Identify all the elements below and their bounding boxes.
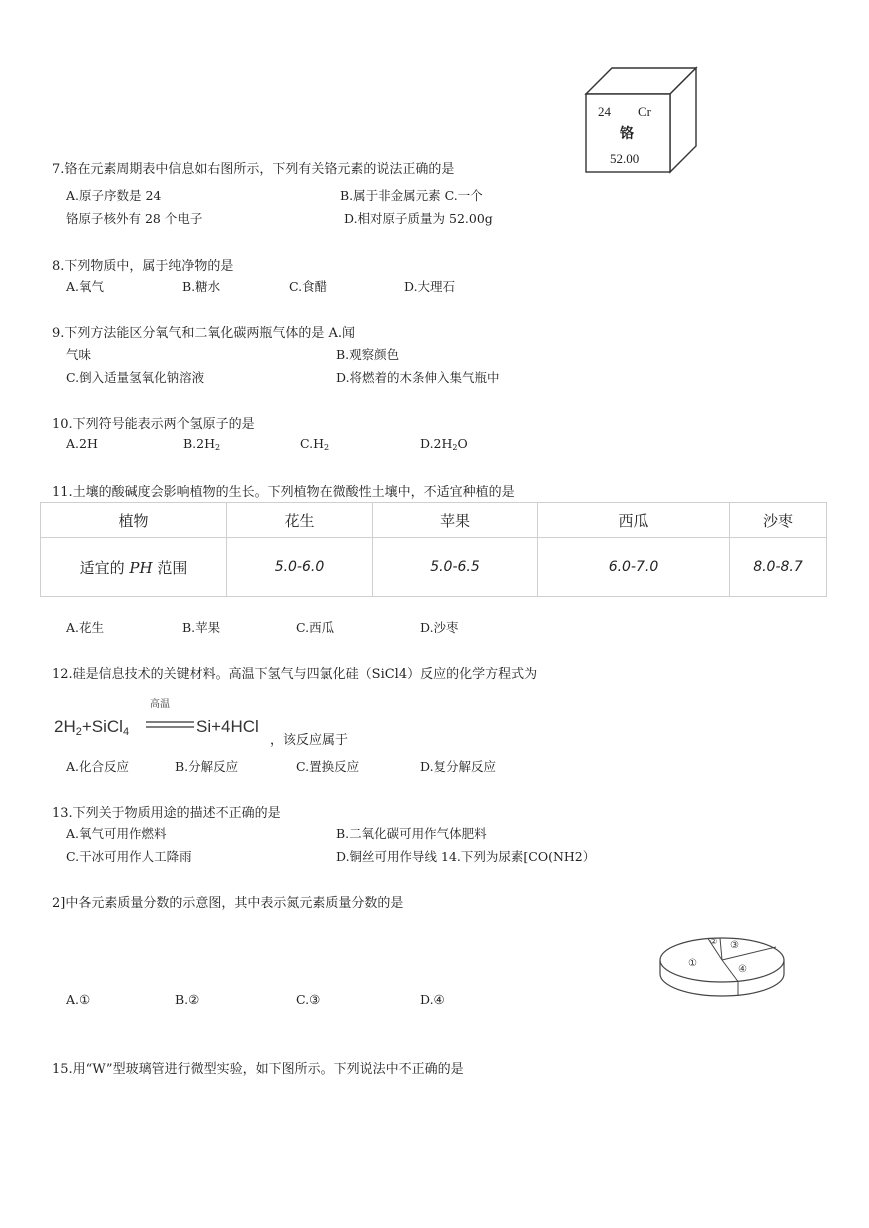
q14-option-c: C.③ [296,992,321,1007]
element-number: 24 [598,104,611,119]
q14-option-b: B.② [175,992,200,1007]
table-cell: 6.0-7.0 [538,538,730,597]
element-card-chromium [584,66,699,174]
eq-right: Si+4HCl [196,717,259,736]
table-row [41,538,827,597]
element-name: 铬 [620,126,634,142]
q12-option-b: B.分解反应 [175,759,239,774]
pie-label-4: ④ [738,964,747,975]
element-mass: 52.00 [610,151,640,166]
table-header-row [41,503,827,538]
q8-stem: 8.下列物质中，属于纯净物的是 [52,259,234,274]
q11-stem: 11.土壤的酸碱度会影响植物的生长。下列植物在微酸性土壤中，不适宜种植的是 [52,485,515,500]
q13-option-c: C.干冰可用作人工降雨 [66,849,192,864]
q8-option-b: B.糖水 [182,279,221,294]
q7-option-a: A.原子序数是 24 [66,188,162,203]
pie-label-1: ① [688,958,697,969]
q12-option-d: D.复分解反应 [420,759,497,774]
q7-option-d: D.相对原子质量为 52.00g [344,211,493,226]
q11-option-a: A.花生 [66,620,105,635]
q11-option-d: D.沙枣 [420,620,459,635]
pie-label-2: ② [710,937,718,946]
q7-option-c-cont: 铬原子核外有 28 个电子 [66,211,203,226]
q9-option-c: C.倒入适量氢氧化钠溶液 [66,370,205,385]
table-header-cell: 植物 [41,503,227,538]
q15-stem: 15.用“W”型玻璃管进行微型实验，如下图所示。下列说法中不正确的是 [52,1062,464,1077]
reaction-equation [52,694,272,744]
eq-sub-4: 4 [122,726,130,738]
table-header-cell: 花生 [227,503,373,538]
table-header-cell: 沙枣 [730,503,827,538]
ph-range-table [40,502,827,597]
pie-label-3: ③ [730,940,739,951]
q7-option-b-c: B.属于非金属元素 C.一个 [340,188,483,203]
q10-option-b: $B.2H_2$ [183,436,221,452]
q13-option-b: B.二氧化碳可用作气体肥料 [336,826,487,841]
q7-stem: 7.铬在元素周期表中信息如右图所示，下列有关铬元素的说法正确的是 [52,162,455,177]
q14-stem: 2]中各元素质量分数的示意图，其中表示氮元素质量分数的是 [52,896,404,911]
q12-option-c: C.置换反应 [296,759,360,774]
q8-option-c: C.食醋 [289,279,328,294]
q9-option-a-cont: 气味 [66,347,92,362]
q11-option-c: C.西瓜 [296,620,335,635]
q12-tail: ，该反应属于 [270,733,349,748]
q13-stem: 13.下列关于物质用途的描述不正确的是 [52,806,281,821]
q13-option-a: A.氧气可用作燃料 [66,826,167,841]
q9-stem: 9.下列方法能区分氧气和二氧化碳两瓶气体的是 A.闻 [52,326,356,341]
table-header-cell: 西瓜 [538,503,730,538]
q12-option-a: A.化合反应 [66,759,130,774]
eq-left-sicl: +SiCl [81,717,123,736]
table-row-label: 适宜的 PH 范围 [41,538,227,597]
q9-option-b: B.观察颜色 [336,347,400,362]
svg-text:2H2+SiCl4 [54,717,129,738]
q10-option-c: $C.H_2$ [300,436,330,452]
q8-option-a: A.氧气 [66,279,105,294]
q10-option-a: A.2H [66,436,98,451]
mass-fraction-pie [656,930,788,1000]
q10-stem: 10.下列符号能表示两个氢原子的是 [52,417,255,432]
table-header-cell: 苹果 [373,503,538,538]
q12-stem: 12.硅是信息技术的关键材料。高温下氢气与四氯化硅（SiCl4）反应的化学方程式为 [52,667,538,682]
element-symbol: Cr [638,104,651,119]
q13-option-d-q14-stem: D.铜丝可用作导线 14.下列为尿素[CO(NH2） [336,849,596,864]
q8-option-d: D.大理石 [404,279,456,294]
q11-option-b: B.苹果 [182,620,221,635]
table-cell: 5.0-6.0 [227,538,373,597]
eq-left-h: 2H [54,717,76,736]
table-cell: 8.0-8.7 [730,538,827,597]
eq-condition: 高温 [150,699,170,710]
q14-option-a: A.① [66,992,91,1007]
q14-option-d: D.④ [420,992,445,1007]
q9-option-d: D.将燃着的木条伸入集气瓶中 [336,370,500,385]
eq-sub-2: 2 [75,726,82,738]
table-cell: 5.0-6.5 [373,538,538,597]
q10-option-d: $D.2H_2O$ [420,436,468,452]
